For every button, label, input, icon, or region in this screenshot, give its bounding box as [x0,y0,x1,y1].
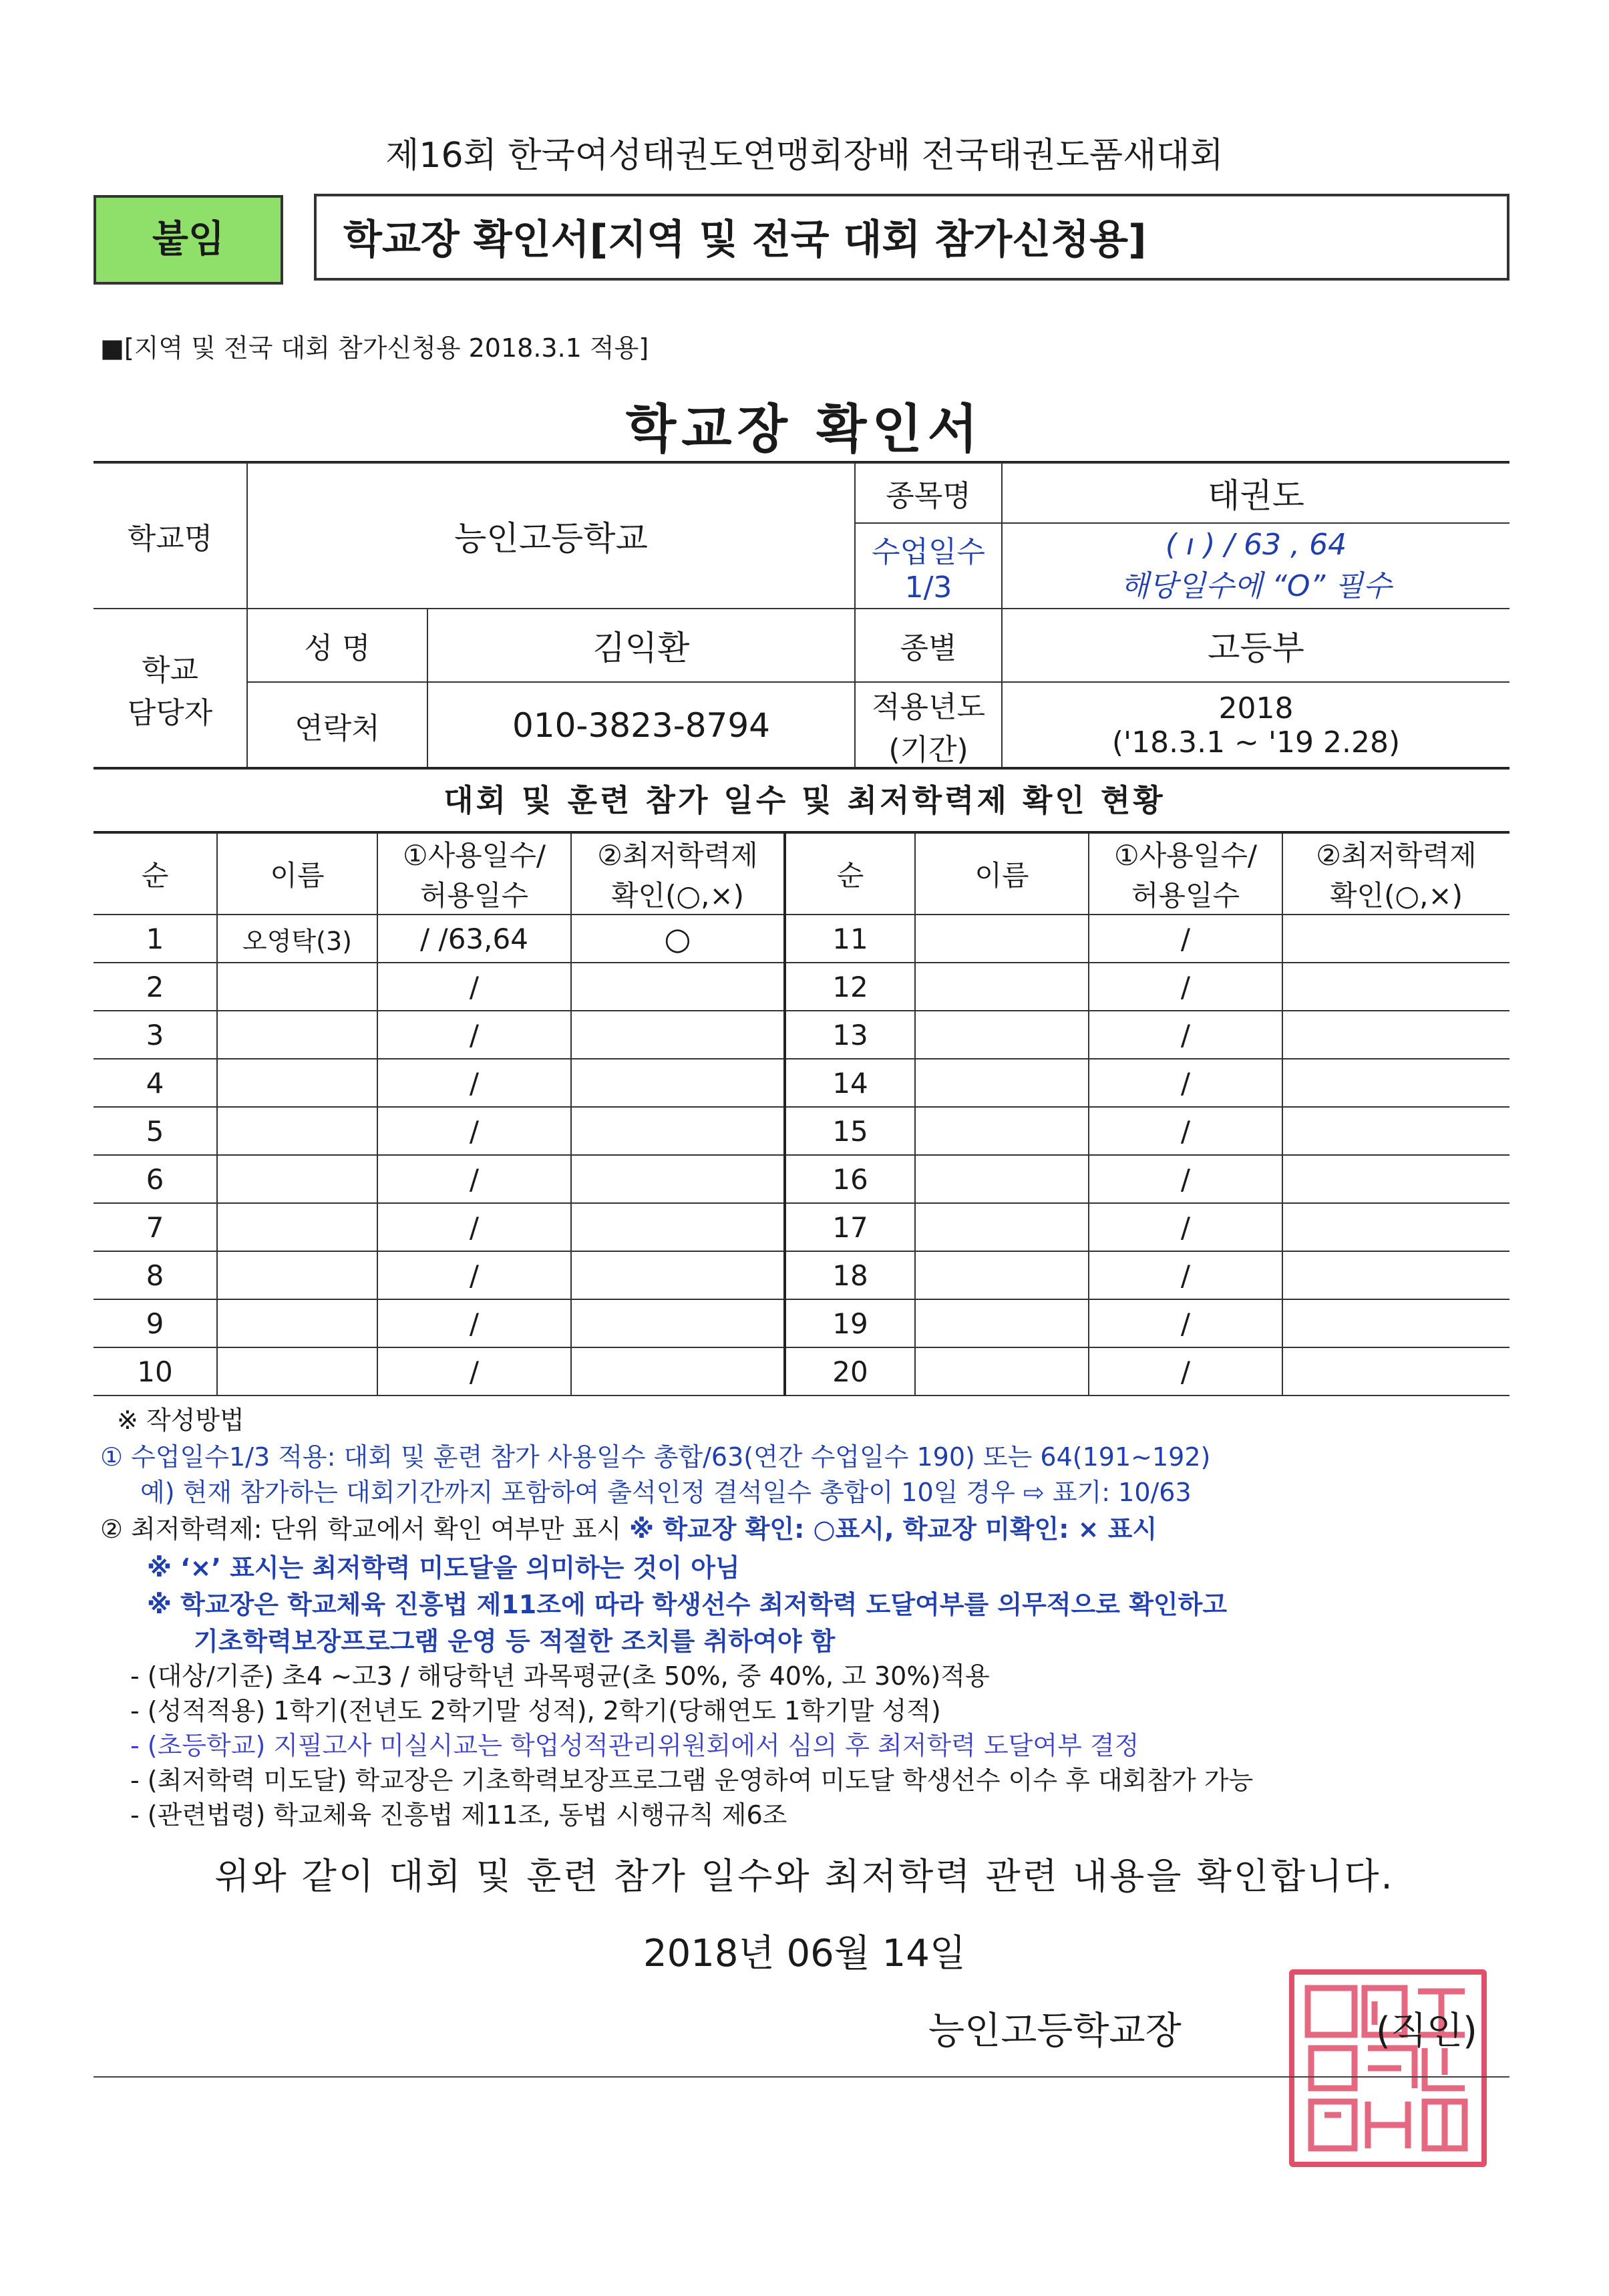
header-used-line1-right: ①사용일수/ [1113,839,1258,872]
row-number-right: 16 [785,1155,915,1203]
min-level-check [571,1251,785,1299]
row-number-right: 12 [785,963,915,1011]
student-name-right [915,1299,1089,1347]
participation-table [94,832,1509,1396]
min-level-check [571,1347,785,1396]
attachment-badge: 붙임 [94,195,283,285]
min-level-check-right [1282,1059,1509,1107]
min-level-check-right [1282,1299,1509,1347]
used-days-right: / [1089,1011,1282,1059]
days-label-line1: 수업일수 [871,534,985,569]
name-label: 성 명 [247,609,427,682]
student-name-right [915,1011,1089,1059]
header-no-right: 순 [785,833,915,915]
table-row [94,1347,1509,1396]
used-days: / [377,963,571,1011]
staff-label-line2: 담당자 [127,696,213,730]
table-row [94,1011,1509,1059]
student-name [217,1251,377,1299]
table-row [94,1203,1509,1251]
student-name-right [915,1107,1089,1155]
row-number-right: 17 [785,1203,915,1251]
row-number-right: 18 [785,1251,915,1299]
student-name [217,1203,377,1251]
used-days: / [377,1251,571,1299]
min-level-check-right [1282,1203,1509,1251]
note-2a-mark-text: ※ 학교장 확인: ○표시, 학교장 미확인: × 표시 [629,1514,1157,1544]
student-name-right [915,963,1089,1011]
used-days: / [377,1347,571,1396]
info-bottom-rule [94,767,1509,769]
document-title: 학교장 확인서 [625,399,984,460]
row-number: 7 [94,1203,217,1251]
info-table [94,462,1509,770]
year-label-line2: (기간) [888,733,968,767]
min-level-check [571,1107,785,1155]
student-name-right [915,1251,1089,1299]
header-min-line1: ②최저학력제 [597,839,758,872]
used-days-right: / [1089,1347,1282,1396]
header-name: 이름 [217,833,377,915]
header-min-line2: 확인(○,×) [610,879,745,912]
student-name-right [915,1059,1089,1107]
table-row [94,1251,1509,1299]
header-min-level [571,833,785,915]
row-number: 6 [94,1155,217,1203]
row-number-right: 13 [785,1011,915,1059]
header-min-line1-right: ②최저학력제 [1316,839,1477,872]
note-1b: 예) 현재 참가하는 대회기간까지 포함하여 출석인정 결석일수 총합이 10일 경우 ⇨ 표기: 10/63 [140,1478,1192,1507]
staff-label-line1: 학교 [141,653,198,687]
table-row [94,915,1509,963]
header-name-right: 이름 [915,833,1089,915]
row-number: 10 [94,1347,217,1396]
days-value [1002,523,1509,609]
header-used-line2: 허용일수 [419,879,529,912]
row-number-right: 11 [785,915,915,963]
detail-5: - (관련법령) 학교체육 진흥법 제11조, 동법 시행규칙 제6조 [130,1800,787,1830]
used-days-right: / [1089,1299,1282,1347]
used-days-right: / [1089,1059,1282,1107]
row-number: 4 [94,1059,217,1107]
used-days-right: / [1089,1155,1282,1203]
days-value-line: ( ı ) / 63 , 64 [1165,527,1347,562]
division-label: 종별 [855,609,1002,682]
days-note: 해당일수에 “O” 필수 [1120,568,1392,603]
issue-date: 2018년 06월 14일 [643,1932,966,1975]
days-label [855,523,1002,609]
note-1a: ① 수업일수1/3 적용: 대회 및 훈련 참가 사용일수 총합/63(연간 수업일수 190) 또는 64(191~192) [100,1442,1211,1472]
row-number: 9 [94,1299,217,1347]
used-days-right: / [1089,963,1282,1011]
header-no: 순 [94,833,217,915]
row-number-right: 15 [785,1107,915,1155]
student-name [217,963,377,1011]
note-2d: 기초학력보장프로그램 운영 등 적절한 조치를 취하여야 함 [194,1627,836,1656]
student-name-right [915,915,1089,963]
detail-1: - (대상/기준) 초4 ~고3 / 해당학년 과목평균(초 50%, 중 40%, 고 30%)적용 [130,1661,990,1691]
year-value-line1: 2018 [1218,691,1294,725]
row-number: 5 [94,1107,217,1155]
header-used-days-right [1089,833,1282,915]
header-used-days [377,833,571,915]
bottom-rule [94,2076,1509,2078]
used-days: / /63,64 [377,915,571,963]
student-name-right [915,1203,1089,1251]
form-title-box: 학교장 확인서[지역 및 전국 대회 참가신청용] [314,194,1509,281]
school-value: 능인고등학교 [247,463,855,609]
sport-value: 태권도 [1002,463,1509,523]
student-name [217,1347,377,1396]
used-days: / [377,1107,571,1155]
used-days: / [377,1011,571,1059]
min-level-check [571,1059,785,1107]
header-used-line1: ①사용일수/ [402,839,546,872]
note-2b: ※ ‘×’ 표시는 최저학력 미도달을 의미하는 것이 아님 [147,1553,740,1583]
row-number: 3 [94,1011,217,1059]
row-number: 1 [94,915,217,963]
row-number-right: 14 [785,1059,915,1107]
used-days-right: / [1089,1107,1282,1155]
detail-2: - (성적적용) 1학기(전년도 2학기말 성적), 2학기(당해연도 1학기말 성적) [130,1696,941,1726]
min-level-check: ○ [571,915,785,963]
min-level-check-right [1282,1347,1509,1396]
header-min-line2-right: 확인(○,×) [1329,879,1463,912]
used-days: / [377,1299,571,1347]
confirmation-statement: 위와 같이 대회 및 훈련 참가 일수와 최저학력 관련 내용을 확인합니다. [214,1855,1395,1897]
student-name-right [915,1347,1089,1396]
used-days-right: / [1089,1203,1282,1251]
table-row [94,1107,1509,1155]
sport-label: 종목명 [855,463,1002,523]
min-level-check-right [1282,1011,1509,1059]
note-2a [100,1508,1157,1545]
table-row [94,963,1509,1011]
min-level-check [571,963,785,1011]
student-name: 오영탁(3) [217,915,377,963]
min-level-check [571,1011,785,1059]
detail-4: - (최저학력 미도달) 학교장은 기초학력보장프로그램 운영하여 미도달 학생선수 이수 후 대회참가 가능 [130,1766,1254,1795]
min-level-check [571,1299,785,1347]
seal-label: (직인) [1376,2009,1477,2053]
name-value: 김익환 [427,609,855,682]
row-number: 2 [94,963,217,1011]
year-label-line1: 적용년도 [871,690,985,724]
division-value: 고등부 [1002,609,1509,682]
header-used-line2-right: 허용일수 [1131,879,1240,912]
year-label [855,682,1002,769]
year-value-line2: ('18.3.1 ~ '19 2.28) [1111,725,1401,760]
notes-title: ※ 작성방법 [117,1406,244,1435]
min-level-check-right [1282,1251,1509,1299]
row-number: 8 [94,1251,217,1299]
min-level-check [571,1155,785,1203]
note-2c: ※ 학교장은 학교체육 진흥법 제11조에 따라 학생선수 최저학력 도달여부를 의무적으로 확인하고 [147,1590,1228,1619]
used-days-right: / [1089,915,1282,963]
row-number-right: 20 [785,1347,915,1396]
signer-title: 능인고등학교장 [928,2009,1182,2053]
student-name-right [915,1155,1089,1203]
header-min-level-right [1282,833,1509,915]
student-name [217,1155,377,1203]
year-value [1002,682,1509,769]
days-label-line2: 1/3 [904,570,952,605]
apply-note: ■[지역 및 전국 대회 참가신청용 2018.3.1 적용] [100,333,649,363]
grid-top-rule [94,831,1509,833]
min-level-check-right [1282,1107,1509,1155]
grid-header-row [94,833,1509,915]
student-name [217,1107,377,1155]
table-row [94,1059,1509,1107]
student-name [217,1011,377,1059]
student-name [217,1299,377,1347]
used-days: / [377,1155,571,1203]
grid-title: 대회 및 훈련 참가 일수 및 최저학력제 확인 현황 [443,782,1166,818]
used-days: / [377,1203,571,1251]
row-number-right: 19 [785,1299,915,1347]
official-seal [1289,1969,1487,2167]
contact-label: 연락처 [247,682,427,769]
table-row [94,1155,1509,1203]
table-row [94,1299,1509,1347]
min-level-check-right [1282,915,1509,963]
used-days: / [377,1059,571,1107]
student-name [217,1059,377,1107]
contact-value: 010-3823-8794 [427,682,855,769]
detail-3: - (초등학교) 지필고사 미실시교는 학업성적관리위원회에서 심의 후 최저학력 도달여부 결정 [130,1731,1139,1760]
min-level-check [571,1203,785,1251]
staff-label [94,609,247,769]
used-days-right: / [1089,1251,1282,1299]
min-level-check-right [1282,963,1509,1011]
school-label: 학교명 [94,463,247,609]
event-title: 제16회 한국여성태권도연맹회장배 전국태권도품새대회 [385,136,1224,176]
min-level-check-right [1282,1155,1509,1203]
note-2a-text: ② 최저학력제: 단위 학교에서 확인 여부만 표시 [100,1514,630,1544]
